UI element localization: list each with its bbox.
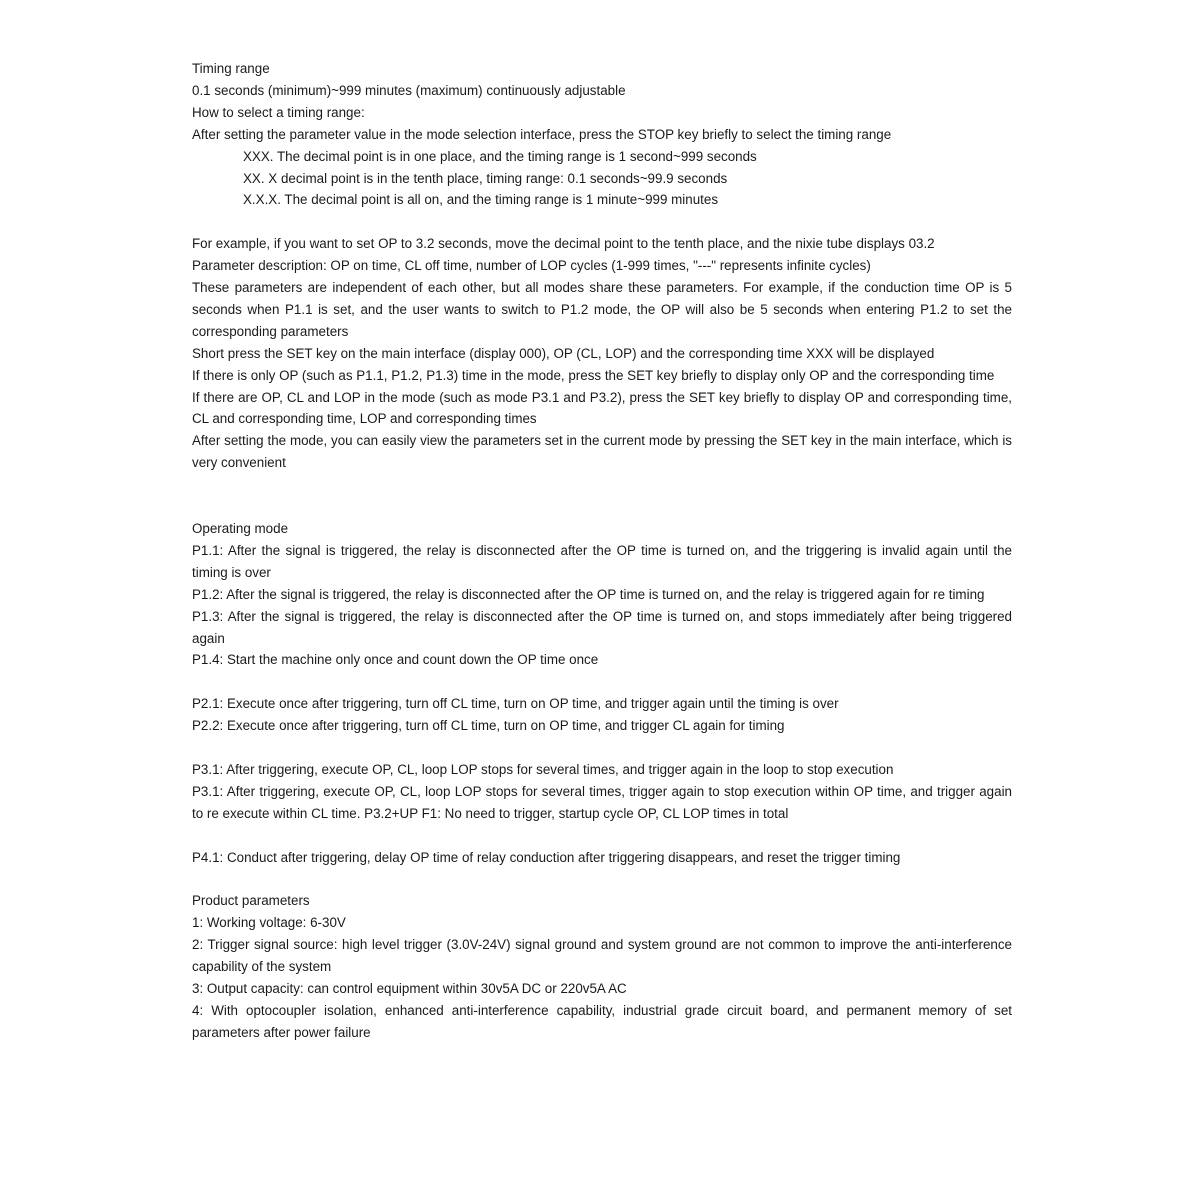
mode-item: P1.4: Start the machine only once and count down the OP time once — [192, 652, 599, 668]
parameter-paragraph: After setting the mode, you can easily view the parameters set in the current mode by pressing the SET key in the main interface, which is very convenient — [192, 433, 1012, 471]
timing-how-heading: How to select a timing range: — [192, 104, 365, 120]
timing-range-text: 0.1 seconds (minimum)~999 minutes (maximum) continuously adjustable — [192, 82, 626, 98]
parameter-paragraph: For example, if you want to set OP to 3.2 seconds, move the decimal point to the tenth place, and the nixie tube displays 03.2 — [192, 236, 935, 252]
mode-item: P3.1: After triggering, execute OP, CL, loop LOP stops for several times, trigger again to stop execution within OP time, and trigger again to re execute within CL time. P3.2+UP F1: No need to trigger, startup cycle OP, CL LOP times in total — [192, 783, 1012, 821]
timing-instruction: After setting the parameter value in the mode selection interface, press the STOP key briefly to select the timing range — [192, 126, 892, 142]
timing-option: XXX. The decimal point is in one place, and the timing range is 1 second~999 seconds — [243, 148, 757, 164]
mode-item: P1.2: After the signal is triggered, the relay is disconnected after the OP time is turned on, and the relay is triggered again for re timing — [192, 586, 985, 602]
parameter-paragraph: If there are OP, CL and LOP in the mode (such as mode P3.1 and P3.2), press the SET key briefly to display OP and corresponding time, CL and corresponding time, LOP and corresponding times — [192, 389, 1012, 427]
product-item: 1: Working voltage: 6-30V — [192, 915, 346, 931]
product-item: 4: With optocoupler isolation, enhanced anti-interference capability, industrial grade circuit board, and permanent memory of set parameters after power failure — [192, 1002, 1012, 1040]
mode-item: P1.1: After the signal is triggered, the relay is disconnected after the OP time is turned on, and the triggering is invalid again until the timing is over — [192, 542, 1012, 580]
mode-item: P2.1: Execute once after triggering, turn off CL time, turn on OP time, and trigger again until the timing is over — [192, 696, 839, 712]
parameter-paragraph: Parameter description: OP on time, CL off time, number of LOP cycles (1-999 times, "---" represents infinite cycles) — [192, 258, 871, 274]
document-page — [192, 58, 1012, 1044]
parameter-paragraph: These parameters are independent of each other, but all modes share these parameters. For example, if the conduction time OP is 5 seconds when P1.1 is set, and the user wants to switch to P1.2 mode, the OP will also be 5 seconds when entering P1.2 to set the corresponding parameters — [192, 280, 1012, 339]
mode-item: P1.3: After the signal is triggered, the relay is disconnected after the OP time is turned on, and stops immediately after being triggered again — [192, 608, 1012, 646]
product-item: 2: Trigger signal source: high level trigger (3.0V-24V) signal ground and system ground are not common to improve the anti-interference capability of the system — [192, 937, 1012, 975]
product-heading: Product parameters — [192, 893, 310, 909]
mode-item: P4.1: Conduct after triggering, delay OP time of relay conduction after triggering disappears, and reset the trigger timing — [192, 849, 901, 865]
timing-option: XX. X decimal point is in the tenth place, timing range: 0.1 seconds~99.9 seconds — [243, 170, 728, 186]
timing-heading: Timing range — [192, 61, 270, 76]
timing-option: X.X.X. The decimal point is all on, and the timing range is 1 minute~999 minutes — [243, 192, 719, 208]
product-item: 3: Output capacity: can control equipment within 30v5A DC or 220v5A AC — [192, 980, 627, 996]
modes-heading: Operating mode — [192, 521, 289, 536]
parameter-paragraph: Short press the SET key on the main interface (display 000), OP (CL, LOP) and the corresponding time XXX will be displayed — [192, 345, 935, 361]
parameter-paragraph: If there is only OP (such as P1.1, P1.2, P1.3) time in the mode, press the SET key briefly to display only OP and the corresponding time — [192, 367, 995, 383]
mode-item: P3.1: After triggering, execute OP, CL, loop LOP stops for several times, and trigger again in the loop to stop execution — [192, 761, 894, 777]
mode-item: P2.2: Execute once after triggering, turn off CL time, turn on OP time, and trigger CL again for timing — [192, 718, 785, 734]
